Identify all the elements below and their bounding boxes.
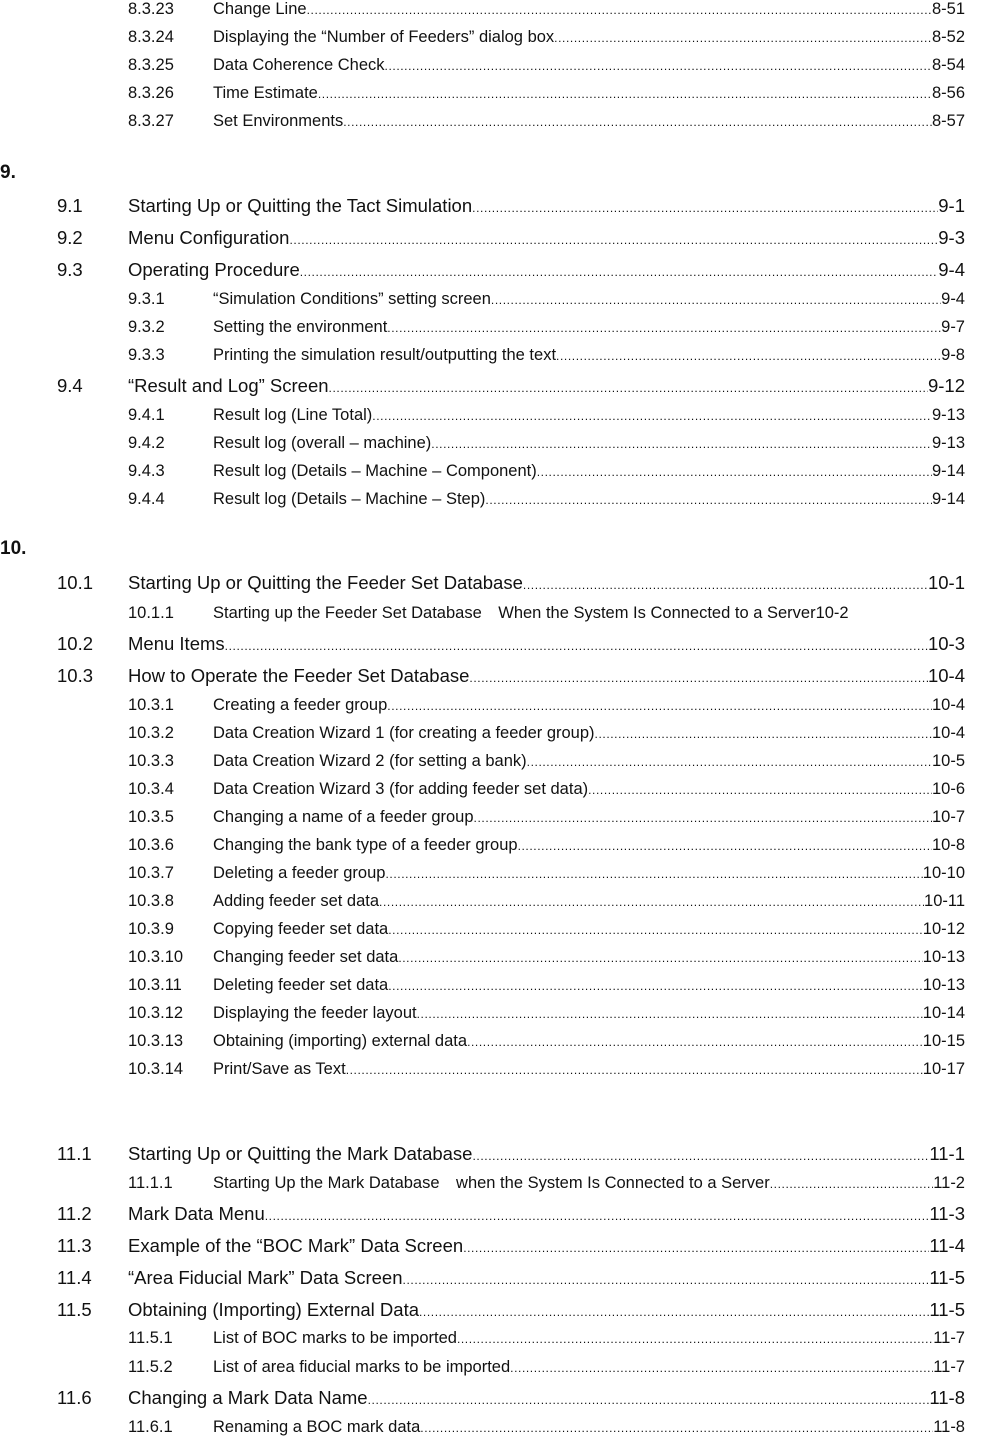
entry-title: Result log (Line Total) <box>213 406 373 424</box>
toc-section-entry[interactable] <box>57 1387 965 1411</box>
toc-section-entry[interactable] <box>57 1235 965 1259</box>
dot-leader <box>469 667 928 689</box>
entry-page-number: 9-13 <box>931 434 965 452</box>
dot-leader <box>523 574 928 596</box>
entry-page-number: 9-4 <box>941 290 965 308</box>
dot-leader <box>307 0 932 20</box>
chapter-heading: 10. <box>0 538 27 559</box>
dot-leader <box>457 1329 933 1349</box>
entry-number: 11.5 <box>57 1299 92 1320</box>
toc-subsection-entry[interactable] <box>128 863 965 884</box>
entry-number: 8.3.24 <box>128 28 174 46</box>
entry-page-number: 10-4 <box>927 665 965 686</box>
entry-number: 10.3.3 <box>128 752 174 770</box>
dot-leader <box>472 197 938 219</box>
dot-leader <box>474 808 932 828</box>
dot-leader <box>372 406 932 426</box>
toc-subsection-entry[interactable] <box>128 1357 965 1378</box>
entry-number: 10.2 <box>57 633 94 654</box>
dot-leader <box>467 1032 923 1052</box>
dot-leader <box>398 948 922 968</box>
entry-title: Starting Up or Quitting the Mark Database <box>128 1143 473 1164</box>
entry-number: 10.1.1 <box>128 604 174 622</box>
entry-title: Data Coherence Check <box>213 56 385 74</box>
entry-page-number: 10-3 <box>927 633 965 654</box>
dot-leader <box>472 1145 929 1167</box>
dot-leader <box>595 724 932 744</box>
dot-leader <box>346 1060 923 1080</box>
toc-subsection-entry[interactable] <box>128 111 965 132</box>
entry-number: 9.4 <box>57 375 83 396</box>
entry-number: 10.3.2 <box>128 724 174 742</box>
entry-title: Setting the environment <box>213 318 388 336</box>
entry-number: 8.3.26 <box>128 84 174 102</box>
entry-title: Obtaining (importing) external data <box>213 1032 468 1050</box>
dot-leader <box>225 635 928 657</box>
dot-leader <box>379 892 924 912</box>
entry-page-number: 10-8 <box>931 836 965 854</box>
entry-page-number: 10-6 <box>931 780 965 798</box>
entry-title: Result log (overall – machine) <box>213 434 432 452</box>
dot-leader <box>518 836 932 856</box>
entry-page-number: 11-5 <box>929 1299 965 1320</box>
entry-page-number: 9-7 <box>941 318 965 336</box>
entry-number: 10.3.12 <box>128 1004 184 1022</box>
entry-number: 10.3.6 <box>128 836 174 854</box>
entry-number: 10.3.4 <box>128 780 174 798</box>
entry-number: 9.4.3 <box>128 462 165 480</box>
dot-leader <box>554 28 932 48</box>
toc-subsection-entry[interactable] <box>128 807 965 828</box>
entry-page-number: 10-1 <box>927 572 965 593</box>
entry-title: Result log (Details – Machine – Component) <box>213 462 537 480</box>
entry-page-number: 9-8 <box>941 346 965 364</box>
entry-page-number: 11-7 <box>933 1358 965 1376</box>
dot-leader <box>318 84 932 104</box>
entry-title: Adding feeder set data <box>213 892 380 910</box>
entry-title: “Area Fiducial Mark” Data Screen <box>128 1267 403 1288</box>
entry-title: Changing feeder set data <box>213 948 399 966</box>
dot-leader <box>388 920 923 940</box>
entry-title: List of BOC marks to be imported <box>213 1329 457 1347</box>
entry-number: 11.4 <box>57 1267 92 1288</box>
entry-page-number: 11-4 <box>929 1235 965 1256</box>
dot-leader <box>510 1358 933 1378</box>
entry-title: Data Creation Wizard 1 (for creating a feeder group) <box>213 724 595 742</box>
dot-leader <box>419 1301 929 1323</box>
dot-leader <box>388 976 923 996</box>
entry-title: Starting Up the Mark Database when the System Is Connected to a Server <box>213 1174 770 1192</box>
entry-title: Print/Save as Text <box>213 1060 346 1078</box>
entry-title: Data Creation Wizard 3 (for adding feeder set data) <box>213 780 589 798</box>
entry-page-number: 10-13 <box>922 976 965 994</box>
entry-number: 9.4.1 <box>128 406 165 424</box>
entry-title: List of area fiducial marks to be imported <box>213 1358 511 1376</box>
entry-page-number: 11-7 <box>933 1329 965 1347</box>
entry-title: Starting Up or Quitting the Tact Simulation <box>128 195 473 216</box>
toc-subsection-entry[interactable] <box>128 723 965 744</box>
entry-number: 11.2 <box>57 1203 92 1224</box>
toc-subsection-entry[interactable] <box>128 433 965 454</box>
dot-leader <box>463 1237 929 1259</box>
entry-title: Example of the “BOC Mark” Data Screen <box>128 1235 464 1256</box>
entry-page-number: 9-12 <box>927 375 965 396</box>
dot-leader <box>387 696 932 716</box>
entry-title: Displaying the feeder layout <box>213 1004 417 1022</box>
entry-number: 10.3.11 <box>128 976 182 994</box>
toc-section-entry[interactable] <box>57 227 965 251</box>
entry-title: Starting up the Feeder Set Database When the System Is Connected to a Server <box>213 604 816 622</box>
entry-page-number: 9-4 <box>938 259 965 280</box>
dot-leader <box>387 318 941 338</box>
dot-leader <box>491 290 941 310</box>
entry-number: 10.3.5 <box>128 808 174 826</box>
dot-leader <box>403 1269 930 1291</box>
entry-page-number: 9-1 <box>938 195 965 216</box>
dot-leader <box>343 112 932 132</box>
toc-section-entry[interactable] <box>57 375 965 399</box>
chapter-heading: 9. <box>0 162 16 183</box>
entry-number: 10.3.7 <box>128 864 174 882</box>
entry-number: 10.3.10 <box>128 948 184 966</box>
entry-number: 9.1 <box>57 195 83 216</box>
entry-title: Set Environments <box>213 112 344 130</box>
dot-leader <box>289 229 938 251</box>
dot-leader <box>588 780 932 800</box>
entry-number: 11.5.1 <box>128 1329 173 1347</box>
entry-page-number: 9-14 <box>931 490 965 508</box>
entry-page-number: 8-51 <box>931 0 965 18</box>
entry-title: Creating a feeder group <box>213 696 388 714</box>
dot-leader <box>537 462 932 482</box>
entry-number: 9.4.4 <box>128 490 165 508</box>
entry-page-number: 10-12 <box>922 920 965 938</box>
entry-page-number: 10-10 <box>922 864 965 882</box>
entry-number: 8.3.27 <box>128 112 174 130</box>
dot-leader <box>385 864 922 884</box>
entry-number: 9.2 <box>57 227 83 248</box>
entry-title: Copying feeder set data <box>213 920 389 938</box>
dot-leader <box>368 1389 930 1411</box>
entry-title: Change Line <box>213 0 307 18</box>
entry-page-number: 11-3 <box>929 1203 965 1224</box>
toc-section-entry[interactable] <box>57 1143 965 1167</box>
entry-page-number: 11-2 <box>933 1174 965 1192</box>
dot-leader <box>431 434 932 454</box>
toc-subsection-entry[interactable] <box>128 603 965 623</box>
entry-number: 9.3.1 <box>128 290 165 308</box>
entry-title: Result log (Details – Machine – Step) <box>213 490 486 508</box>
entry-title: Printing the simulation result/outputting the text <box>213 346 557 364</box>
entry-page-number: 10-4 <box>931 724 965 742</box>
toc-section-entry[interactable] <box>57 195 965 219</box>
entry-number: 10.3.9 <box>128 920 174 938</box>
toc-section-entry[interactable] <box>57 1267 965 1291</box>
entry-number: 9.4.2 <box>128 434 165 452</box>
toc-section-entry[interactable] <box>57 572 965 596</box>
toc-section-entry[interactable] <box>57 633 965 657</box>
entry-page-number: 8-56 <box>931 84 965 102</box>
entry-title: Displaying the “Number of Feeders” dialog box <box>213 28 555 46</box>
toc-subsection-entry[interactable] <box>128 27 965 48</box>
entry-title: Changing the bank type of a feeder group <box>213 836 518 854</box>
toc-subsection-entry[interactable] <box>128 695 965 716</box>
dot-leader <box>556 346 941 366</box>
entry-number: 11.6 <box>57 1387 92 1408</box>
toc-subsection-entry[interactable] <box>128 751 965 772</box>
entry-page-number: 10-2 <box>815 604 849 622</box>
entry-number: 10.3.8 <box>128 892 174 910</box>
entry-page-number: 11-8 <box>929 1387 965 1408</box>
entry-page-number: 8-54 <box>931 56 965 74</box>
entry-number: 11.6.1 <box>128 1418 173 1436</box>
entry-page-number: 10-13 <box>922 948 965 966</box>
entry-number: 9.3.2 <box>128 318 165 336</box>
entry-title: “Simulation Conditions” setting screen <box>213 290 491 308</box>
entry-number: 10.1 <box>57 572 94 593</box>
entry-page-number: 8-57 <box>931 112 965 130</box>
entry-number: 11.5.2 <box>128 1358 173 1376</box>
entry-title: How to Operate the Feeder Set Database <box>128 665 470 686</box>
entry-page-number: 10-15 <box>922 1032 965 1050</box>
dot-leader <box>527 752 932 772</box>
entry-page-number: 10-7 <box>931 808 965 826</box>
entry-title: Data Creation Wizard 2 (for setting a bank) <box>213 752 527 770</box>
dot-leader <box>385 56 932 76</box>
toc-subsection-entry[interactable] <box>128 345 965 366</box>
toc-subsection-entry[interactable] <box>128 1173 965 1194</box>
toc-subsection-entry[interactable] <box>128 317 965 338</box>
entry-page-number: 9-3 <box>938 227 965 248</box>
toc-subsection-entry[interactable] <box>128 489 965 510</box>
dot-leader <box>770 1174 933 1194</box>
entry-number: 10.3.1 <box>128 696 174 714</box>
entry-page-number: 8-52 <box>931 28 965 46</box>
entry-number: 8.3.23 <box>128 0 174 18</box>
entry-page-number: 9-14 <box>931 462 965 480</box>
toc-section-entry[interactable] <box>57 665 965 689</box>
entry-title: Starting Up or Quitting the Feeder Set Database <box>128 572 523 593</box>
toc-section-entry[interactable] <box>57 1203 965 1227</box>
entry-title: Time Estimate <box>213 84 318 102</box>
toc-subsection-entry[interactable] <box>128 919 965 940</box>
toc-subsection-entry[interactable] <box>128 1417 965 1438</box>
entry-page-number: 10-14 <box>922 1004 965 1022</box>
entry-number: 10.3.14 <box>128 1060 184 1078</box>
entry-page-number: 10-11 <box>924 892 965 910</box>
entry-page-number: 9-13 <box>931 406 965 424</box>
entry-page-number: 11-1 <box>929 1143 965 1164</box>
entry-number: 11.3 <box>57 1235 92 1256</box>
entry-title: Obtaining (Importing) External Data <box>128 1299 419 1320</box>
entry-title: Changing a name of a feeder group <box>213 808 474 826</box>
entry-title: Menu Items <box>128 633 225 654</box>
entry-title: Deleting feeder set data <box>213 976 389 994</box>
toc-subsection-entry[interactable] <box>128 835 965 856</box>
toc-subsection-entry[interactable] <box>128 1003 965 1024</box>
dot-leader <box>300 261 939 283</box>
entry-number: 11.1.1 <box>128 1174 173 1192</box>
toc-section-entry[interactable] <box>57 1299 965 1323</box>
entry-page-number: 11-5 <box>929 1267 965 1288</box>
entry-page-number: 10-5 <box>931 752 965 770</box>
toc-subsection-entry[interactable] <box>128 779 965 800</box>
toc-subsection-entry[interactable] <box>128 1059 965 1080</box>
entry-page-number: 10-4 <box>931 696 965 714</box>
toc-subsection-entry[interactable] <box>128 1328 965 1349</box>
dot-leader <box>420 1418 933 1438</box>
toc-section-entry[interactable] <box>57 259 965 283</box>
toc-subsection-entry[interactable] <box>128 947 965 968</box>
entry-page-number: 10-17 <box>922 1060 965 1078</box>
entry-title: Renaming a BOC mark data <box>213 1418 421 1436</box>
entry-title: Deleting a feeder group <box>213 864 386 882</box>
entry-page-number: 11-8 <box>933 1418 965 1436</box>
entry-number: 11.1 <box>57 1143 92 1164</box>
entry-title: Mark Data Menu <box>128 1203 265 1224</box>
toc-subsection-entry[interactable] <box>128 975 965 996</box>
toc-subsection-entry[interactable] <box>128 55 965 76</box>
entry-title: “Result and Log” Screen <box>128 375 329 396</box>
dot-leader <box>265 1205 930 1227</box>
entry-number: 8.3.25 <box>128 56 174 74</box>
toc-subsection-entry[interactable] <box>128 891 965 912</box>
entry-title: Changing a Mark Data Name <box>128 1387 368 1408</box>
entry-title: Operating Procedure <box>128 259 300 280</box>
toc-subsection-entry[interactable] <box>128 0 965 20</box>
entry-number: 10.3.13 <box>128 1032 184 1050</box>
toc-subsection-entry[interactable] <box>128 405 965 426</box>
toc-subsection-entry[interactable] <box>128 83 965 104</box>
dot-leader <box>417 1004 923 1024</box>
entry-number: 9.3.3 <box>128 346 165 364</box>
entry-number: 10.3 <box>57 665 94 686</box>
dot-leader <box>329 377 928 399</box>
toc-subsection-entry[interactable] <box>128 1031 965 1052</box>
toc-subsection-entry[interactable] <box>128 289 965 310</box>
entry-title: Menu Configuration <box>128 227 290 248</box>
toc-subsection-entry[interactable] <box>128 461 965 482</box>
entry-number: 9.3 <box>57 259 83 280</box>
dot-leader <box>485 490 932 510</box>
